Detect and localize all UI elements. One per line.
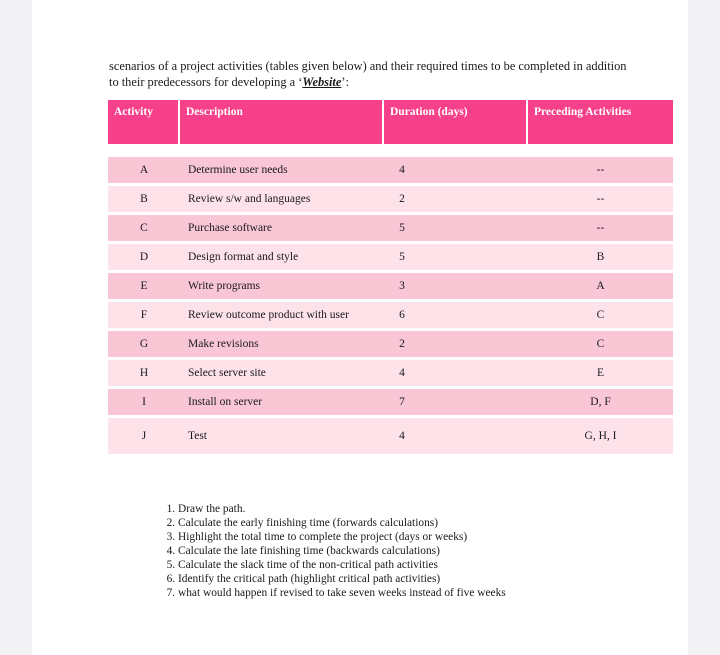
header-description: Description [180, 100, 384, 144]
duration-cell [384, 418, 528, 454]
activity-cell: B [108, 186, 180, 212]
table-row [108, 360, 673, 386]
table-row [108, 186, 673, 212]
table-row [108, 389, 673, 415]
website-term: Website [302, 75, 342, 89]
duration-cell [384, 389, 528, 415]
duration-value: 4 [399, 430, 405, 442]
duration-cell [384, 186, 528, 212]
description-cell: Select server site [180, 360, 384, 386]
question-item: 1. Draw the path. [178, 502, 506, 516]
duration-value: 4 [399, 367, 405, 379]
duration-cell [384, 360, 528, 386]
header-activity: Activity [108, 100, 180, 144]
table-row [108, 147, 673, 183]
preceding-cell: B [528, 244, 673, 270]
document-page [32, 0, 688, 655]
description-cell: Make revisions [180, 331, 384, 357]
activity-cell: C [108, 215, 180, 241]
question-item: 6. Identify the critical path (highlight critical path activities) [178, 572, 506, 586]
preceding-cell: -- [528, 147, 673, 183]
activity-cell: H [108, 360, 180, 386]
duration-value: 7 [399, 396, 405, 408]
table-header-row [108, 100, 673, 144]
activity-cell: D [108, 244, 180, 270]
description-cell: Test [180, 418, 384, 454]
question-item: 2. Calculate the early finishing time (forwards calculations) [178, 516, 506, 530]
duration-value: 2 [399, 193, 405, 205]
description-cell: Design format and style [180, 244, 384, 270]
description-cell: Install on server [180, 389, 384, 415]
questions-list [162, 502, 506, 600]
activity-cell: I [108, 389, 180, 415]
activities-table [108, 97, 673, 457]
description-cell: Purchase software [180, 215, 384, 241]
description-cell: Write programs [180, 273, 384, 299]
table-row [108, 302, 673, 328]
duration-cell [384, 302, 528, 328]
question-item: 7. what would happen if revised to take seven weeks instead of five weeks [178, 586, 506, 600]
preceding-cell: G, H, I [528, 418, 673, 454]
intro-text-end: ’: [341, 75, 349, 89]
activity-cell: E [108, 273, 180, 299]
duration-cell [384, 273, 528, 299]
table-row [108, 331, 673, 357]
duration-value: 3 [399, 280, 405, 292]
question-item: 3. Highlight the total time to complete the project (days or weeks) [178, 530, 506, 544]
table-row [108, 273, 673, 299]
preceding-cell: D, F [528, 389, 673, 415]
duration-value: 5 [399, 251, 405, 263]
question-item: 5. Calculate the slack time of the non-critical path activities [178, 558, 506, 572]
table-row [108, 215, 673, 241]
activity-cell: A [108, 147, 180, 183]
header-preceding: Preceding Activities [528, 100, 673, 144]
description-cell: Determine user needs [180, 147, 384, 183]
duration-value: 5 [399, 222, 405, 234]
duration-value: 4 [399, 164, 405, 176]
table-row [108, 418, 673, 454]
intro-text: scenarios of a project activities (tables given below) and their required times to be completed in addition to their predecessors for developing a ‘ [109, 59, 627, 89]
description-cell: Review outcome product with user [180, 302, 384, 328]
duration-cell [384, 147, 528, 183]
header-duration: Duration (days) [384, 100, 528, 144]
preceding-cell: A [528, 273, 673, 299]
table-row [108, 244, 673, 270]
duration-value: 2 [399, 338, 405, 350]
preceding-cell: -- [528, 186, 673, 212]
preceding-cell: E [528, 360, 673, 386]
duration-cell [384, 244, 528, 270]
preceding-cell: -- [528, 215, 673, 241]
duration-value: 6 [399, 309, 405, 321]
preceding-cell: C [528, 302, 673, 328]
intro-paragraph [109, 58, 639, 90]
activity-cell: G [108, 331, 180, 357]
duration-cell [384, 331, 528, 357]
duration-cell [384, 215, 528, 241]
activity-cell: J [108, 418, 180, 454]
description-cell: Review s/w and languages [180, 186, 384, 212]
question-item: 4. Calculate the late finishing time (backwards calculations) [178, 544, 506, 558]
preceding-cell: C [528, 331, 673, 357]
activity-cell: F [108, 302, 180, 328]
